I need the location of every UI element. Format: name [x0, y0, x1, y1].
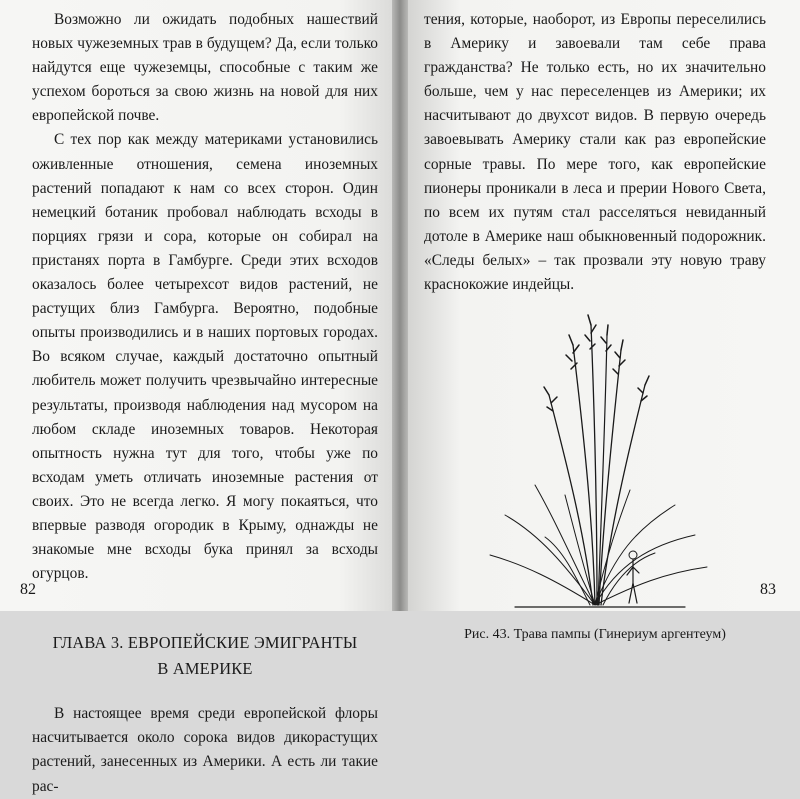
paragraph: С тех пор как между материками установились оживленные отношения, семена иноземных растений попадают к нам со всех сторон. Один немецкий ботаник пробовал наблюдать всходы в порциях грязи и сора, которые он собирал на пристанях порта в Гамбурге. Среди этих всходов оказалось более четырехсот видов растений, не растущих близ Гамбурга. Вероятно, подобные опыты производились и в наших портовых городах. Во всяком случае, каждый достаточно опытный любитель может получить чрезвычайно интересные результаты, производя наблюдения над мусором на любом складе иноземных товаров. Некоторая опытность нужна тут для того, чтобы уже по всходам уметь отличать иноземные растения от своих. Это не всегда легко. Я могу покаяться, что впервые разводя огородик в Крыму, однажды не знакомые мне всходы бука принял за всходы огурцов. [32, 131, 378, 583]
chapter-title-line: ГЛАВА 3. ЕВРОПЕЙСКИЕ ЭМИГРАНТЫ [52, 633, 358, 653]
right-page [400, 0, 800, 643]
figure-caption: Рис. 43. Трава пампы (Гинериум аргентеум) [464, 627, 726, 643]
chapter-title [32, 630, 378, 682]
page-number: 82 [20, 581, 36, 598]
book-gutter [392, 0, 408, 611]
paragraph: Возможно ли ожидать подобных нашествий новых чужеземных трав в будущем? Да, если только найдутся еще чужеземцы, способные с таким же успехом бороться за свою жизнь на новой для них европейской почве. [32, 11, 378, 125]
paragraph: В настоящее время среди европейской флоры насчитывается около сорока видов дикорастущих растений, занесенных из Америки. А есть ли такие рас- [32, 705, 378, 795]
page-number: 83 [760, 581, 776, 598]
pampas-grass-drawing [445, 305, 745, 625]
pampas-grass-illustration [445, 305, 745, 625]
left-page [0, 0, 400, 795]
chapter-title-line: В АМЕРИКЕ [157, 659, 253, 679]
paragraph: тения, которые, наоборот, из Европы переселились в Америку и завоевали там себе права гражданства? Не только есть, но их значительно больше, чем у нас переселенцев из Америки; их насчитывают до двухсот видов. В первую очередь завоевывать Америку стали как раз европейские сорные травы. По мере того, как европейские пионеры проникали в леса и прерии Нового Света, по всем их путям стал расселяться невиданный дотоле в Америке наш обыкновенный подорожник. «Следы белых» – так прозвали эту новую траву краснокожие индейцы. [424, 11, 766, 294]
